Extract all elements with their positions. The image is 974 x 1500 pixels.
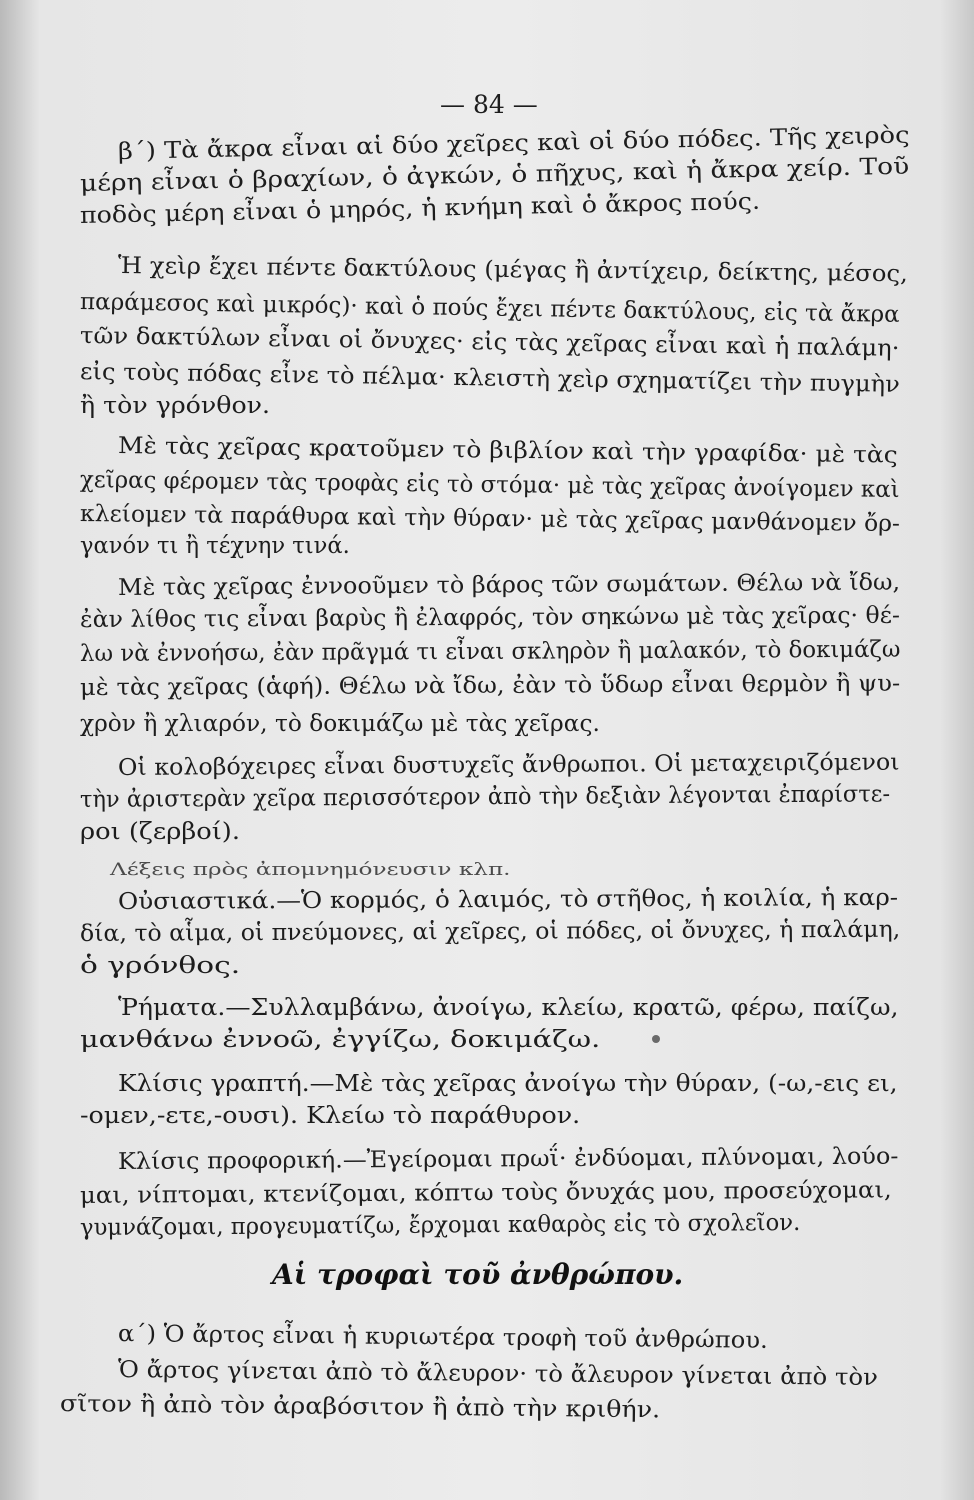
text-line: ροι (ζερβοί). [80,819,241,845]
text-line: Ῥήματα.—Συλλαμβάνω, ἀνοίγω, κλείω, κρατῶ, φέρω, παίζω, [118,995,899,1021]
text-line: μέρη εἶναι ὁ βραχίων, ὁ ἀγκών, ὁ πῆχυς, καὶ ἡ ἄκρα χείρ. Τοῦ [79,153,910,197]
text-line: γυμνάζομαι, προγευματίζω, ἔρχομαι καθαρὸς εἰς τὸ σχολεῖον. [79,1209,801,1241]
text-line: χρὸν ἢ χλιαρόν, τὸ δοκιμάζω μὲ τὰς χεῖρας. [80,711,600,737]
text-line: ἢ τὸν γρόνθον. [80,393,271,419]
text-line: β΄) Τὰ ἄκρα εἶναι αἱ δύο χεῖρες καὶ οἱ δύο πόδες. Τῆς χειρὸς [117,122,910,165]
text-line: τὴν ἀριστερὰν χεῖρα περισσότερον ἀπὸ τὴν δεξιὰν λέγονται ἐπαρίστε- [79,781,891,813]
text-line: Οἱ κολοβόχειρες εἶναι δυστυχεῖς ἄνθρωποι. Οἱ μεταχειριζόμενοι [117,749,900,781]
text-line: α΄) Ὁ ἄρτος εἶναι ἡ κυριωτέρα τροφὴ τοῦ ἀνθρώπου. [117,1321,768,1354]
text-line: λω νὰ ἐννοήσω, ἐὰν πρᾶγμά τι εἶναι σκληρὸν ἢ μαλακόν, τὸ δοκιμάζω [79,636,901,667]
page-number: — 84 — [440,90,538,119]
text-line: Κλίσις προφορική.—Ἐγείρομαι πρωΐ· ἐνδύομαι, πλύνομαι, λούο- [117,1143,899,1175]
text-line: σῖτον ἢ ἀπὸ τὸν ἀραβόσιτον ἢ ἀπὸ τὴν κριθήν. [59,1391,661,1424]
text-line: χεῖρας φέρομεν τὰς τροφὰς εἰς τὸ στόμα· μὲ τὰς χεῖρας ἀνοίγομεν καὶ [79,467,900,504]
text-line: Ὁ ἄρτος γίνεται ἀπὸ τὸ ἄλευρον· τὸ ἄλευρον γίνεται ἀπὸ τὸν [117,1357,879,1391]
text-line: Κλίσις γραπτή.—Μὲ τὰς χεῖρας ἀνοίγω τὴν θύραν, (-ω,-εις ει, [118,1071,898,1097]
text-line: Ἡ χεὶρ ἔχει πέντε δακτύλους (μέγας ἢ ἀντίχειρ, δείκτης, μέσος, [117,253,908,288]
text-line: ὁ γρόνθος. [80,953,241,979]
ink-speck [652,1035,660,1043]
text-line: μανθάνω ἐννοῶ, ἐγγίζω, δοκιμάζω. [80,1027,601,1053]
text-line: παράμεσος καὶ μικρός)· καὶ ὁ πούς ἔχει πέντε δακτύλους, εἰς τὰ ἄκρα [79,289,900,328]
text-line: Μὲ τὰς χεῖρας κρατοῦμεν τὸ βιβλίον καὶ τὴν γραφίδα· μὲ τὰς [117,433,898,469]
text-line: -ομεν,-ετε,-ουσι). Κλείω τὸ παράθυρον. [80,1103,581,1129]
text-line: ποδὸς μέρη εἶναι ὁ μηρός, ἡ κνήμη καὶ ὁ ἄκρος πούς. [79,188,761,229]
text-line: μαι, νίπτομαι, κτενίζομαι, κόπτω τοὺς ὄνυχάς μου, προσεύχομαι, [79,1177,892,1209]
section-label: Λέξεις πρὸς ἀπομνημόνευσιν κλπ. [110,860,511,880]
text-line: μὲ τὰς χεῖρας (ἁφή). Θέλω νὰ ἴδω, ἐὰν τὸ ὕδωρ εἶναι θερμὸν ἢ ψυ- [79,670,901,701]
text-line: Οὐσιαστικά.—Ὁ κορμός, ὁ λαιμός, τὸ στῆθος, ἡ κοιλία, ἡ καρ- [117,884,899,915]
text-line: Μὲ τὰς χεῖρας ἐννοοῦμεν τὸ βάρος τῶν σωμάτων. Θέλω νὰ ἴδω, [117,569,901,601]
text-line: τῶν δακτύλων εἶναι οἱ ὄνυχες· εἰς τὰς χεῖρας εἶναι καὶ ἡ παλάμη· [79,323,900,362]
text-line: κλείομεν τὰ παράθυρα καὶ τὴν θύραν· μὲ τὰς χεῖρας μανθάνομεν ὄρ- [79,501,901,538]
text-line: γανόν τι ἢ τέχνην τινά. [80,533,350,559]
text-line: εἰς τοὺς πόδας εἶνε τὸ πέλμα· κλειστὴ χεὶρ σχηματίζει τὴν πυγμὴν [79,359,901,398]
text-line: δία, τὸ αἷμα, οἱ πνεύμονες, αἱ χεῖρες, οἱ πόδες, οἱ ὄνυχες, ἡ παλάμη, [79,916,901,947]
text-line: ἐὰν λίθος τις εἶναι βαρὺς ἢ ἐλαφρός, τὸν σηκώνω μὲ τὰς χεῖρας· θέ- [79,602,900,633]
section-heading: Αἱ τροφαὶ τοῦ ἀνθρώπου. [272,1258,684,1291]
